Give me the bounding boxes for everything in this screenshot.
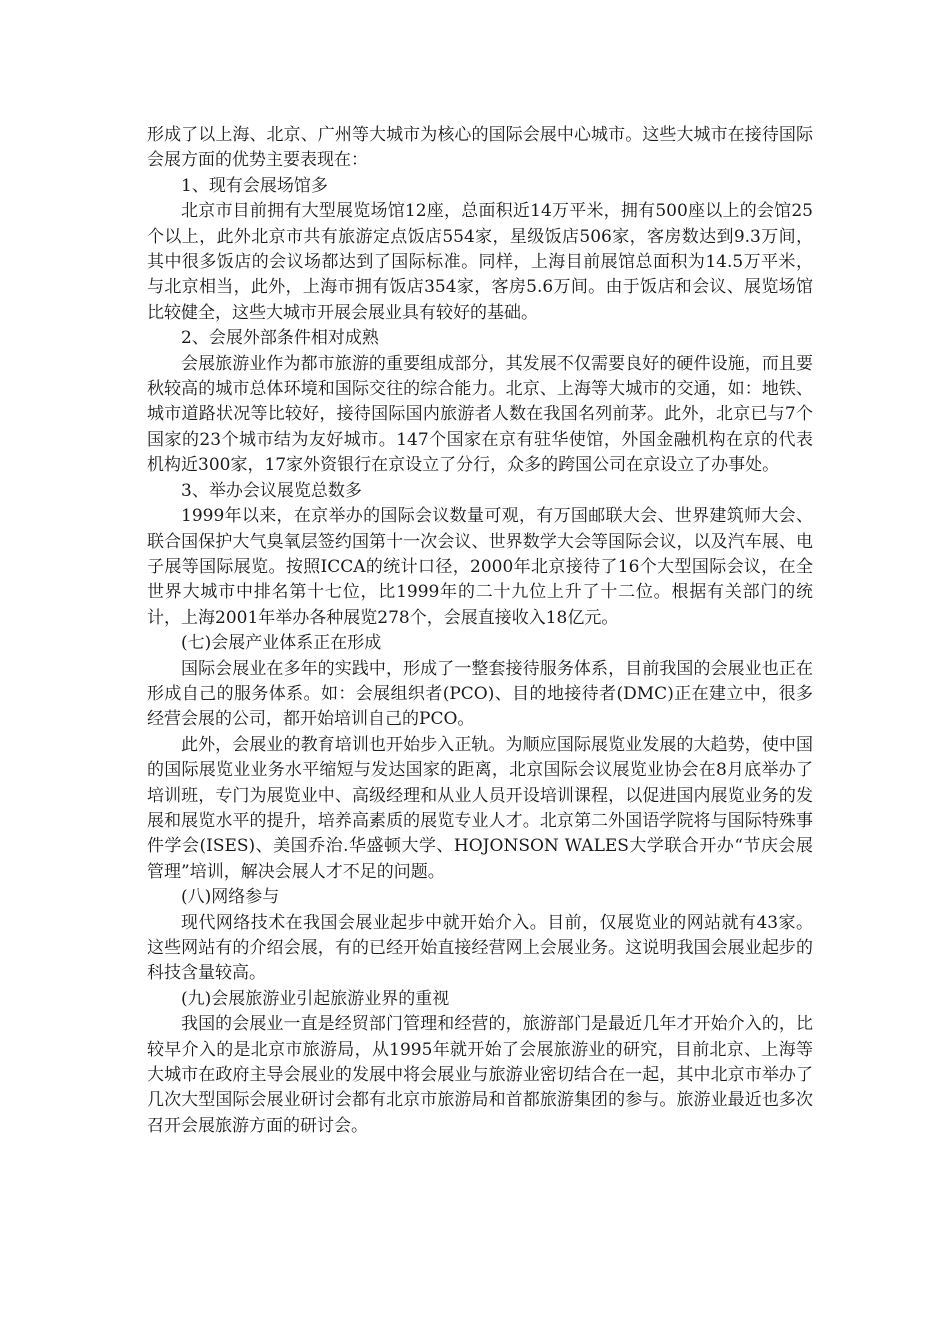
paragraph-venues: 北京市目前拥有大型展览场馆12座，总面积近14万平米，拥有500座以上的会馆25个以上，此外北京市共有旅游定点饭店554家，星级饭店506家，客房数达到9.3万间，其中很多饭店的会议场都达到了国际标准。同样，上海目前展馆总面积为14.5万平米，与北京相当，此外，上海市拥有饭店354家，客房5.6万间。由于饭店和会议、展览场馆比较健全，这些大城市开展会展业具有较好的基础。 <box>147 201 813 323</box>
document-body <box>147 123 813 1139</box>
paragraph-industry-system: 国际会展业在多年的实践中，形成了一整套接待服务体系，目前我国的会展业也正在形成自己的服务体系。如：会展组织者(PCO)、目的地接待者(DMC)正在建立中，很多经营会展的公司，都开始培训自己的PCO。 <box>147 658 813 730</box>
paragraph-education-training: 此外，会展业的教育培训也开始步入正轨。为顺应国际展览业发展的大趋势，使中国的国际展览业业务水平缩短与发达国家的距离，北京国际会议展览业协会在8月底举办了培训班，专门为展览业中、高级经理和从业人员开设培训课程，以促进国内展览业务的发展和展览水平的提升，培养高素质的展览专业人才。北京第二外国语学院将与国际特殊事件学会(ISES)、美国乔治.华盛顿大学、HOJONSON WALES大学联合开办“节庆会展管理”培训，解决会展人才不足的问题。 <box>147 734 813 882</box>
section-heading-network: (八)网络参与 <box>181 887 280 908</box>
section-heading-industry-system: (七)会展产业体系正在形成 <box>181 633 382 654</box>
section-heading-external-conditions: 2、会展外部条件相对成熟 <box>181 328 379 349</box>
paragraph-external-conditions: 会展旅游业作为都市旅游的重要组成部分，其发展不仅需要良好的硬件设施，而且要秋较高的城市总体环境和国际交往的综合能力。北京、上海等大城市的交通，如：地铁、城市道路状况等比较好，接待国际国内旅游者人数在我国名列前茅。此外，北京已与7个国家的23个城市结为友好城市。147个国家在京有驻华使馆，外国金融机构在京的代表机构近300家，17家外资银行在京设立了分行，众多的跨国公司在京设立了办事处。 <box>147 353 813 476</box>
section-heading-meetings-count: 3、举办会议展览总数多 <box>181 480 362 501</box>
paragraph-meetings-count: 1999年以来，在京举办的国际会议数量可观，有万国邮联大会、世界建筑师大会、联合国保护大气臭氧层签约国第十一次会议、世界数学大会等国际会议，以及汽车展、电子展等国际展览。按照ICCA的统计口径，2000年北京接待了16个大型国际会议，在全世界大城市中排名第十七位，比1999年的二十九位上升了十二位。根据有关部门的统计，上海2001年举办各种展览278个，会展直接收入18亿元。 <box>147 506 813 628</box>
paragraph-tourism-attention: 我国的会展业一直是经贸部门管理和经营的，旅游部门是最近几年才开始介入的，比较早介入的是北京市旅游局，从1995年就开始了会展旅游业的研究，目前北京、上海等大城市在政府主导会展业的发展中将会展业与旅游业密切结合在一起，其中北京市举办了几次大型国际会展业研讨会都有北京市旅游局和首都旅游集团的参与。旅游业最近也多次召开会展旅游方面的研讨会。 <box>147 1014 813 1136</box>
intro-paragraph: 形成了以上海、北京、广州等大城市为核心的国际会展中心城市。这些大城市在接待国际会展方面的优势主要表现在： <box>147 125 813 171</box>
section-heading-tourism-attention: (九)会展旅游业引起旅游业界的重视 <box>181 988 450 1009</box>
section-heading-venues: 1、现有会展场馆多 <box>181 175 328 196</box>
paragraph-network: 现代网络技术在我国会展业起步中就开始介入。目前，仅展览业的网站就有43家。这些网站有的介绍会展，有的已经开始直接经营网上会展业务。这说明我国会展业起步的科技含量较高。 <box>147 912 813 984</box>
